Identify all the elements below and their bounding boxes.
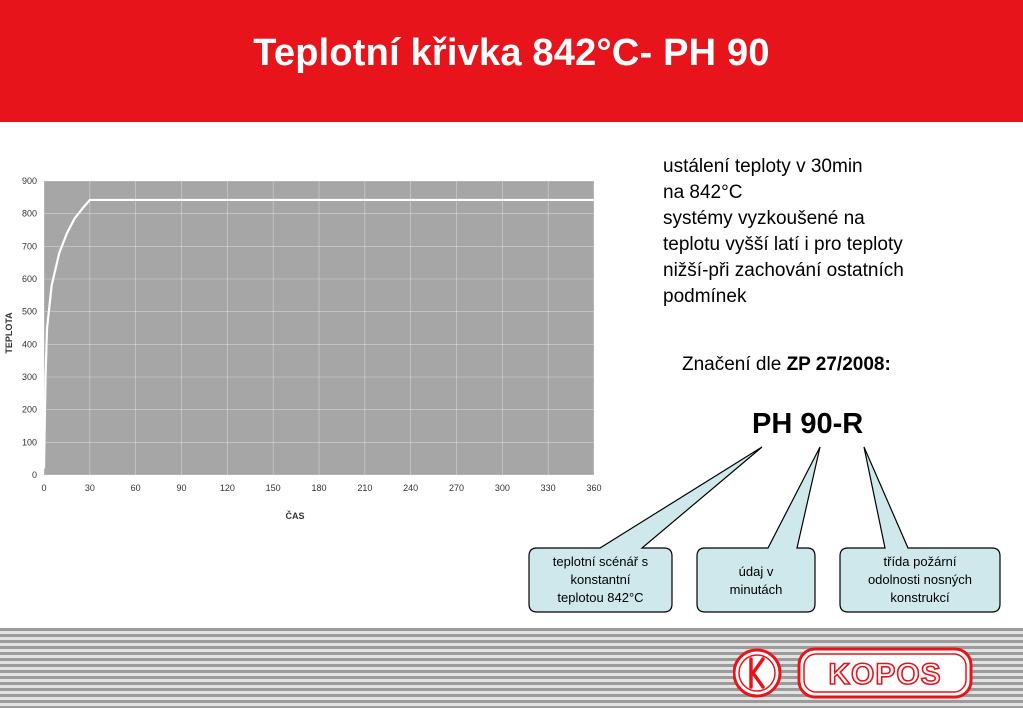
x-tick-label: 240	[403, 483, 419, 493]
callout-line: údaj v	[738, 564, 774, 579]
callout-line: třída požární	[883, 554, 957, 569]
description-line: podmínek	[663, 286, 747, 307]
marking-prefix: Značení dle	[682, 354, 787, 375]
callout-line: konstantní	[570, 572, 631, 587]
description-line: nižší-při zachování ostatních	[663, 260, 904, 281]
description-line: systémy vyzkoušené na	[663, 208, 865, 229]
y-tick-label: 300	[21, 372, 37, 382]
x-tick-label: 120	[219, 483, 235, 493]
description-line: ustálení teploty v 30min	[663, 156, 863, 177]
y-tick-label: 0	[31, 470, 37, 480]
callout-line: teplotou 842°C	[557, 590, 644, 605]
x-tick-label: 180	[311, 483, 327, 493]
y-tick-label: 100	[21, 437, 37, 448]
x-tick-label: 210	[357, 483, 373, 493]
x-tick-label: 90	[176, 483, 187, 493]
callout-line: odolnosti nosných	[867, 572, 973, 587]
slide-title: Teplotní křivka 842°C- PH 90	[253, 32, 770, 74]
y-tick-label: 500	[21, 306, 37, 317]
x-tick-label: 330	[540, 483, 556, 493]
description-line: teplotu vyšší latí i pro teploty	[663, 234, 903, 255]
x-tick-label: 150	[265, 483, 281, 493]
callout-minutes-label	[697, 563, 815, 599]
callout-class-label	[840, 553, 1000, 607]
x-tick-label: 0	[41, 483, 47, 493]
y-tick-label: 200	[21, 404, 37, 415]
x-tick-label: 270	[448, 483, 465, 493]
y-tick-label: 900	[21, 176, 37, 186]
x-tick-label: 360	[586, 483, 602, 493]
description-line: na 842°C	[663, 182, 743, 203]
callout-line: teplotní scénář s	[552, 554, 649, 569]
logo-wordmark: KOPOS	[828, 658, 942, 691]
kopos-logo	[733, 645, 973, 701]
callout-line: minutách	[729, 582, 783, 597]
classification-code: PH 90-R	[752, 408, 864, 440]
x-tick-label: 60	[130, 483, 141, 493]
y-tick-label: 600	[21, 274, 37, 284]
y-tick-label: 700	[21, 241, 37, 252]
logo-emblem-icon	[734, 650, 780, 696]
callout-line: konstrukcí	[890, 590, 950, 605]
x-tick-label: 300	[494, 483, 510, 493]
x-axis-label: ČAS	[285, 511, 305, 520]
y-tick-label: 800	[21, 208, 37, 219]
y-tick-label: 400	[21, 339, 37, 350]
marking-standard: ZP 27/2008:	[786, 354, 891, 375]
x-tick-label: 30	[84, 483, 95, 493]
callout-scenario-label	[529, 553, 672, 607]
y-axis-label: TEPLOTA	[4, 312, 14, 354]
